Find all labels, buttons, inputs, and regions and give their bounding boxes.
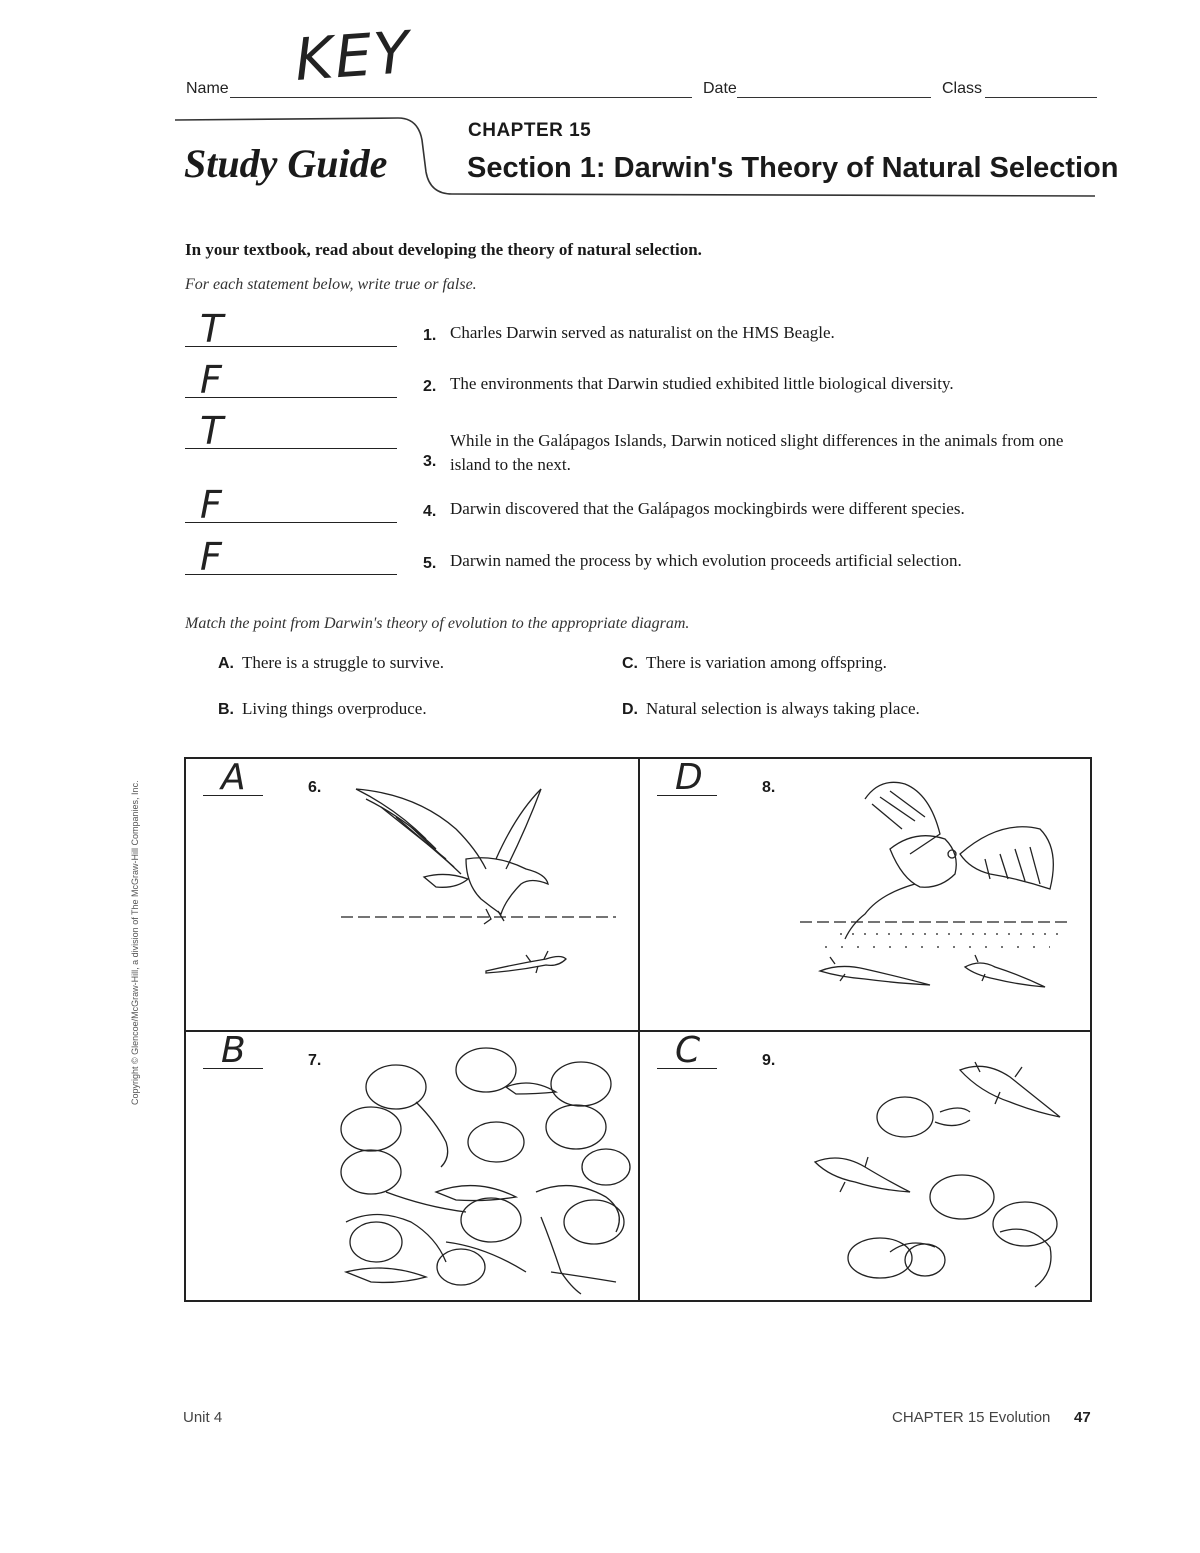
page-number: 47 [1074,1409,1091,1426]
question-row [185,358,1095,402]
option-letter: B. [218,701,234,718]
option-c [622,653,887,673]
option-text: There is variation among offspring. [646,653,887,672]
option-a [218,653,444,673]
question-text: Darwin named the process by which evolution proceeds artificial selection. [450,551,962,570]
study-guide-title: Study Guide [184,141,388,186]
handwritten-answer: F [200,358,222,402]
section-title: Section 1: Darwin's Theory of Natural Selection [467,152,1119,184]
question-number: 5. [423,555,437,572]
overproduction-eggs-illustration [186,1032,638,1303]
cell-number: 9. [762,1052,776,1069]
bird-catching-lizard-illustration [640,759,1092,1030]
question-row [185,483,1095,527]
diagram-grid [184,757,1092,1302]
option-text: There is a struggle to survive. [242,653,445,672]
cell-number: 7. [308,1052,322,1069]
diagram-cell-8 [640,759,1092,1030]
option-b [218,699,427,719]
name-line [230,97,692,98]
chapter-label: CHAPTER 15 [468,120,592,141]
question-row [185,307,1095,351]
handwritten-answer: T [200,307,224,351]
question-row [185,535,1095,579]
question-number: 2. [423,378,437,395]
question-number: 1. [423,327,437,344]
handwritten-answer: F [200,535,222,579]
instruction-true-false: For each statement below, write true or false. [185,276,477,293]
footer-unit: Unit 4 [183,1409,223,1426]
side-copyright: Copyright © Glencoe/McGraw-Hill, a division of The McGraw-Hill Companies, Inc. [130,780,140,1105]
class-line [985,97,1097,98]
handwritten-answer: A [221,757,246,798]
option-letter: D. [622,701,638,718]
date-line [737,97,931,98]
option-text: Living things overproduce. [242,699,427,718]
handwritten-answer: C [675,1030,701,1071]
handwritten-answer: D [675,757,703,798]
diagram-cell-7 [186,1032,638,1303]
question-text: Charles Darwin served as naturalist on the HMS Beagle. [450,323,835,342]
question-row [185,409,1095,474]
handwritten-answer: F [200,483,222,527]
question-number: 4. [423,503,437,520]
cell-number: 8. [762,779,776,796]
question-text: Darwin discovered that the Galápagos mockingbirds were different species. [450,499,965,518]
instruction-read: In your textbook, read about developing the theory of natural selection. [185,240,702,259]
class-label: Class [942,80,983,97]
instruction-match: Match the point from Darwin's theory of evolution to the appropriate diagram. [185,615,690,632]
option-letter: A. [218,655,234,672]
diagram-cell-6 [186,759,638,1030]
question-text: The environments that Darwin studied exhibited little biological diversity. [450,374,954,393]
diagram-cell-9 [640,1032,1092,1303]
footer-chapter: CHAPTER 15 Evolution [892,1409,1051,1426]
option-d [622,699,920,719]
handwritten-answer: B [221,1030,246,1071]
eagle-hunting-lizard-illustration [186,759,638,1030]
name-label: Name [186,80,229,97]
handwritten-answer: T [200,409,224,453]
cell-number: 6. [308,779,322,796]
date-label: Date [703,80,737,97]
option-text: Natural selection is always taking place. [646,699,920,718]
option-letter: C. [622,655,638,672]
name-handwritten: KEY [292,18,414,94]
question-number: 3. [423,453,437,470]
question-text: While in the Galápagos Islands, Darwin noticed slight differences in the animals from one island to the next. [450,431,1064,474]
hatchling-variation-illustration [640,1032,1092,1303]
